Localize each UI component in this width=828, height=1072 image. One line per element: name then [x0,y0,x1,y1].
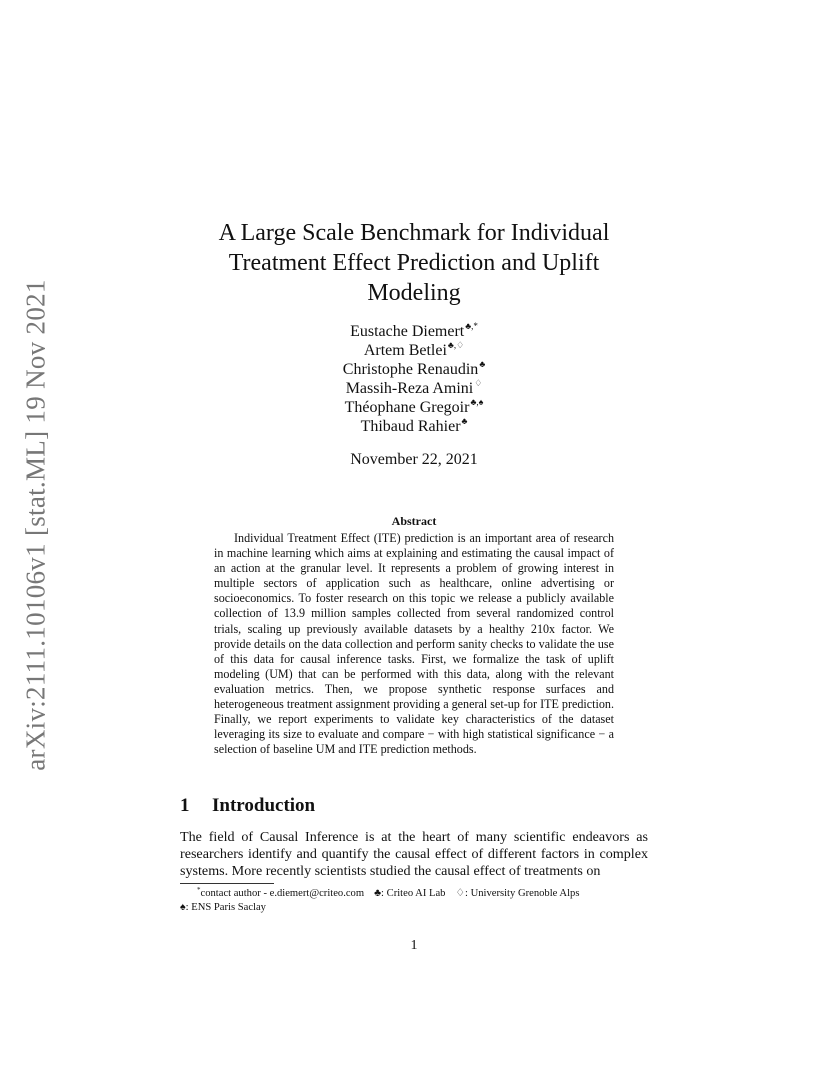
section-number: 1 [180,795,190,816]
author-6 [180,417,648,436]
paper-title [180,218,648,308]
author-2 [180,341,648,360]
contact-footnote: contact author - e.diemert@criteo.com [200,888,365,899]
abstract-text: Individual Treatment Effect (ITE) prediction is an important area of research in machine learning which aims at explaining and estimating the causal impact of an action at the granular level. It represents a problem of growing interest in multiple sectors of application such as healthcare, online advertising or socioeconomics. To foster research on this topic we release a publicly available collection of 13.9 million samples collected from several randomized control trials, scaling up previously available datasets by a healthy 210x factor. We provide details on the data collection and perform sanity checks to validate the use of this data for causal inference tasks. First, we formalize the task of uplift modeling (UM) that can be performed with this data, along with the relevant evaluation metrics. Then, we propose synthetic response surfaces and heterogeneous treatment assignment providing a general set-up for ITE prediction. Finally, we report experiments to validate key characteristics of the dataset leveraging its size to evaluate and compare − with high statistical significance − a selection of baseline UM and ITE prediction methods. [214,531,614,757]
title-line-3: Modeling [367,280,461,306]
footnote-line [180,901,648,915]
author-name: Théophane Gregoir [344,399,470,416]
title-line-1: A Large Scale Benchmark for Individual [218,220,610,246]
arxiv-sidebar [16,278,56,772]
author-5 [180,398,648,417]
page-number: 1 [410,938,418,953]
publication-date: November 22, 2021 [350,451,478,468]
author-1 [180,322,648,341]
author-name: Artem Betlei [363,342,447,359]
spade-mark: ♠ [180,902,186,913]
section-heading [180,795,648,817]
author-4 [180,379,648,398]
arxiv-identifier: arXiv:2111.10106v1 [stat.ML] 19 Nov 2021 [20,279,51,771]
introduction-text: The field of Causal Inference is at the heart of many scientific endeavors as researchers identify and quantify the causal effect of different factors in complex systems. More recently scientists studied the causal effect of treatments on [180,829,648,879]
abstract-heading: Abstract [391,514,437,528]
section-title: Introduction [212,795,316,816]
ens-affiliation: : ENS Paris Saclay [185,902,266,913]
diamond-mark: ♢ [455,888,465,899]
author-3 [180,360,648,379]
affiliation-marks: ♢ [474,378,483,388]
contact-mark: * [197,886,201,894]
criteo-affiliation: : Criteo AI Lab [381,888,446,899]
author-name: Thibaud Rahier [360,418,461,435]
author-list [180,322,648,436]
footnote-line [180,887,648,901]
club-mark: ♣ [374,888,382,899]
grenoble-affiliation: : University Grenoble Alps [464,888,580,899]
title-line-2: Treatment Effect Prediction and Uplift [228,250,600,276]
author-name: Christophe Renaudin [342,361,479,378]
footnote-divider [180,883,274,884]
author-name: Massih-Reza Amini [345,380,474,397]
affiliation-marks: ♣,* [465,321,478,331]
affiliation-marks: ♣,♢ [447,340,465,350]
author-name: Eustache Diemert [350,323,465,340]
affiliation-marks: ♣,♠ [470,397,484,407]
affiliation-marks: ♣ [461,416,468,426]
affiliation-marks: ♣ [479,359,486,369]
footnotes [180,887,648,915]
